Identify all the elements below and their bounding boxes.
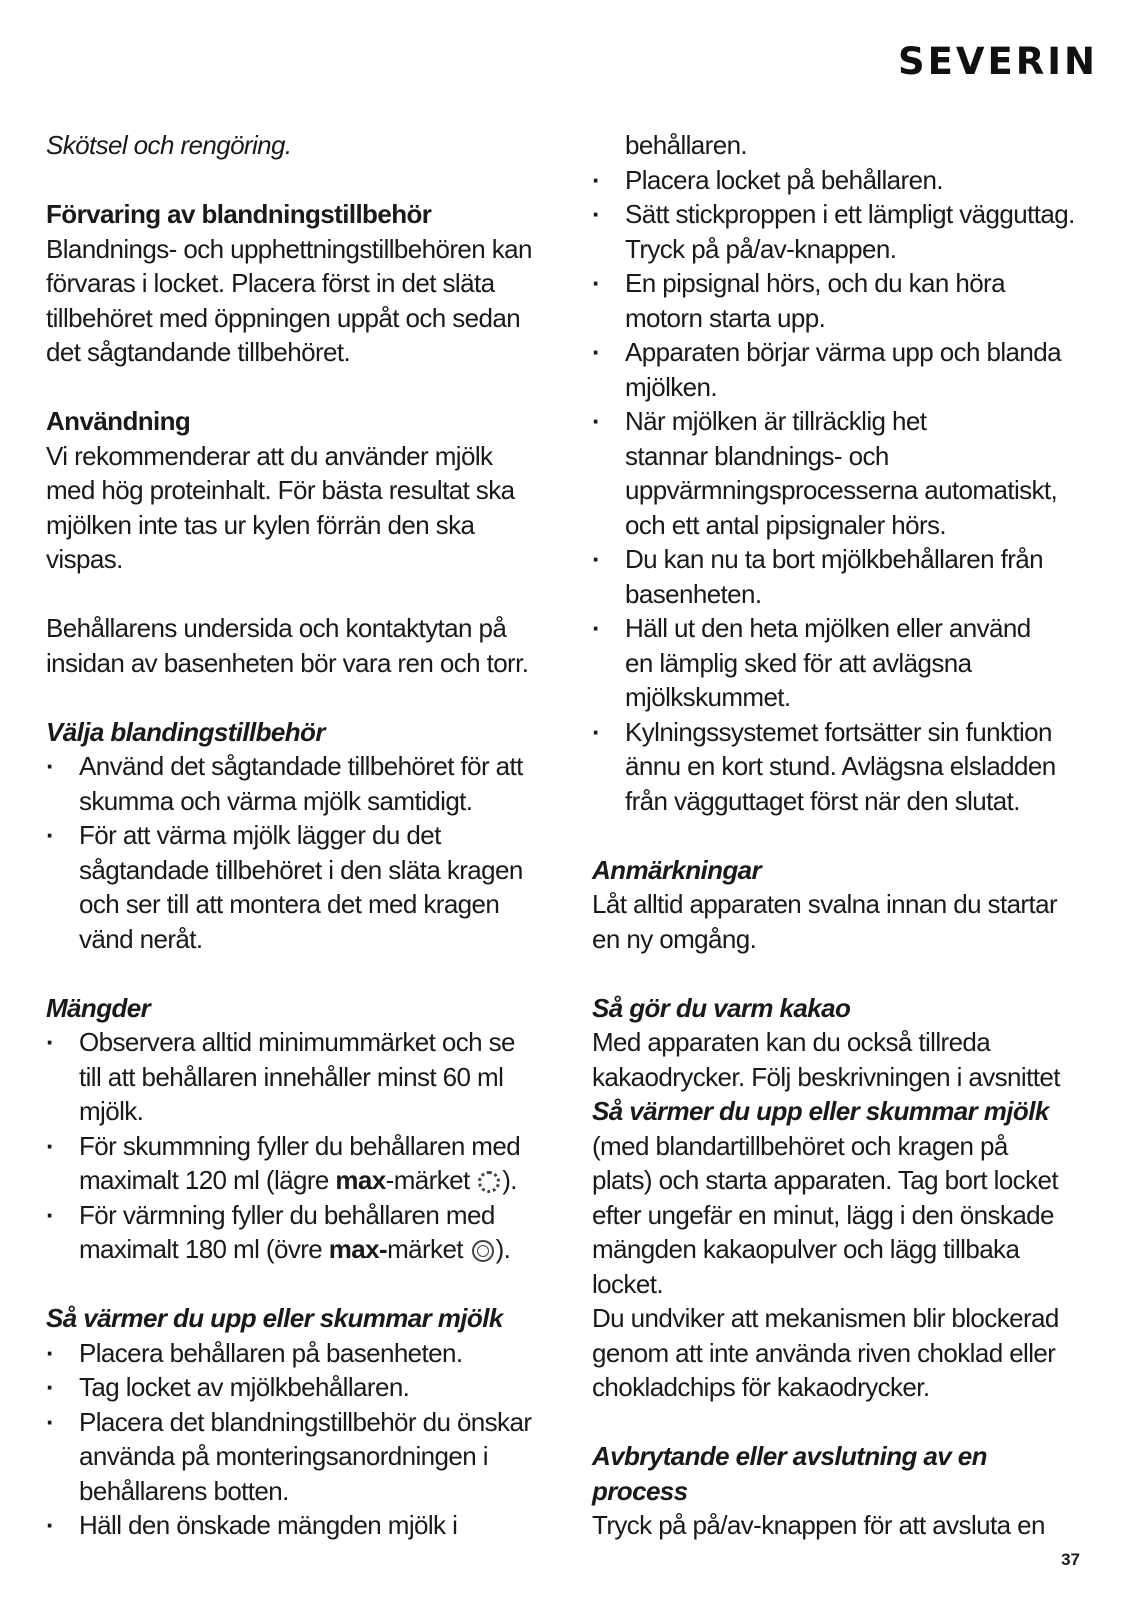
text-line: Vi rekommenderar att du använder mjölk xyxy=(46,440,493,471)
bullet-cont: mjölken. xyxy=(625,371,718,402)
text-line: plats) och starta apparaten. Tag bort locket xyxy=(592,1165,1058,1195)
bullet-cont xyxy=(46,1163,546,1198)
bullet-cont: behållarens botten. xyxy=(79,1475,289,1506)
bullet-item: · När mjölken är tillräcklig het xyxy=(592,404,1092,439)
bullet-cont: skumma och värma mjölk samtidigt. xyxy=(79,785,473,816)
text-line: Låt alltid apparaten svalna innan du startar xyxy=(592,889,1058,919)
bullet-cont xyxy=(46,1232,546,1267)
bullet-item: · Apparaten börjar värma upp och blanda xyxy=(592,335,1092,370)
text-line: genom att inte använda riven choklad eller xyxy=(592,1337,1056,1368)
bullet-item: · Använd det sågtandade tillbehöret för att xyxy=(46,749,546,784)
bullet-item: · Placera locket på behållaren. xyxy=(592,163,1092,198)
bullet-item: · För att värma mjölk lägger du det xyxy=(46,818,546,853)
right-column xyxy=(592,128,1092,1543)
text-line: tillbehöret med öppningen uppåt och sedan xyxy=(46,302,521,333)
bullet-cont: stannar blandnings- och xyxy=(625,440,889,471)
max-mark-ring-icon xyxy=(472,1240,494,1262)
max-mark-gear-icon xyxy=(478,1171,500,1193)
bullet-item: · Kylningssystemet fortsätter sin funktion xyxy=(592,715,1092,750)
bullet-item: · Sätt stickproppen i ett lämpligt vägguttag. xyxy=(592,197,1092,232)
bullet-item: · Placera det blandningstillbehör du önskar xyxy=(46,1405,546,1440)
text-run: maximalt 120 ml (lägre xyxy=(79,1165,336,1195)
text-line: mjölken inte tas ur kylen förrän den ska xyxy=(46,509,475,540)
text-line: förvaras i locket. Placera först in det släta xyxy=(46,268,495,298)
bullet-cont: behållaren. xyxy=(625,130,748,160)
text-line: Behållarens undersida och kontaktytan på xyxy=(46,613,507,643)
bullet-cont: mjölk. xyxy=(79,1096,144,1126)
usage-heading: Användning xyxy=(46,406,191,436)
text-line: chokladchips för kakaodrycker. xyxy=(592,1372,930,1402)
text-line: efter ungefär en minut, lägg i den önskade xyxy=(592,1199,1054,1230)
text-line: en ny omgång. xyxy=(592,923,757,954)
text-run: maximalt 180 ml (övre xyxy=(79,1234,329,1264)
storage-heading: Förvaring av blandningstillbehör xyxy=(46,199,432,229)
bullet-item: · För värmning fyller du behållaren med xyxy=(46,1198,546,1233)
bullet-cont: Tryck på på/av-knappen. xyxy=(625,233,897,264)
text-run: ). xyxy=(495,1234,511,1264)
text-line: kakaodrycker. Följ beskrivningen i avsnittet xyxy=(592,1061,1060,1092)
brand-logo: SEVERIN xyxy=(897,40,1098,83)
text-run: märket xyxy=(387,1234,463,1264)
bullet-cont: ännu en kort stund. Avlägsna elsladden xyxy=(625,751,1056,781)
page-number: 37 xyxy=(1061,1550,1080,1569)
notes-heading: Anmärkningar xyxy=(592,854,762,885)
stop-heading: Avbrytande eller avslutning av en xyxy=(592,1441,987,1471)
bullet-item: · För skummning fyller du behållaren med xyxy=(46,1129,546,1164)
bullet-item: · En pipsignal hörs, och du kan höra xyxy=(592,266,1092,301)
text-run: ). xyxy=(502,1165,517,1195)
bullet-cont: uppvärmningsprocesserna automatiskt, xyxy=(625,475,1058,505)
section-reference: Så värmer du upp eller skummar mjölk xyxy=(592,1096,1049,1126)
stop-heading-cont: process xyxy=(592,1475,688,1506)
bullet-cont: en lämplig sked för att avlägsna xyxy=(625,647,972,678)
bullet-cont: motorn starta upp. xyxy=(625,302,826,333)
text-line: locket. xyxy=(592,1268,663,1299)
text-line: (med blandartillbehöret och kragen på xyxy=(592,1130,1008,1161)
text-line: vispas. xyxy=(46,544,123,574)
text-line: mängden kakaopulver och lägg tillbaka xyxy=(592,1234,1020,1264)
bullet-item: · Observera alltid minimummärket och se xyxy=(46,1025,546,1060)
left-column xyxy=(46,128,546,1543)
cocoa-heading: Så gör du varm kakao xyxy=(592,992,851,1023)
bullet-item: · Placera behållaren på basenheten. xyxy=(46,1336,546,1371)
text-line: Du undviker att mekanismen blir blockerad xyxy=(592,1303,1059,1333)
bullet-cont: och ser till att montera det med kragen xyxy=(79,889,500,919)
section-title: Skötsel och rengöring. xyxy=(46,130,292,160)
bullet-cont: mjölkskummet. xyxy=(625,682,791,712)
max-label: max xyxy=(335,1165,386,1195)
max-label: max- xyxy=(328,1234,388,1264)
bullet-cont: från vägguttaget först när den slutat. xyxy=(625,785,1020,816)
text-run: -märket xyxy=(385,1165,470,1195)
choose-heading: Välja blandingstillbehör xyxy=(46,716,325,747)
bullet-cont: och ett antal pipsignaler hörs. xyxy=(625,509,947,540)
text-line: det sågtandande tillbehöret. xyxy=(46,337,351,367)
bullet-item: · Du kan nu ta bort mjölkbehållaren från xyxy=(592,542,1092,577)
text-line: insidan av basenheten bör vara ren och torr. xyxy=(46,647,529,678)
bullet-cont: sågtandade tillbehöret i den släta kragen xyxy=(79,854,523,885)
quantities-heading: Mängder xyxy=(46,992,151,1023)
bullet-cont: basenheten. xyxy=(625,578,762,609)
bullet-item: · Tag locket av mjölkbehållaren. xyxy=(46,1370,546,1405)
bullet-item: · Häll den önskade mängden mjölk i xyxy=(46,1508,546,1543)
bullet-cont: vänd neråt. xyxy=(79,923,203,954)
text-line: med hög proteinhalt. För bästa resultat ska xyxy=(46,475,515,505)
bullet-item: · Häll ut den heta mjölken eller använd xyxy=(592,611,1092,646)
heat-heading: Så värmer du upp eller skummar mjölk xyxy=(46,1303,503,1333)
text-line: Blandnings- och upphettningstillbehören kan xyxy=(46,233,532,264)
bullet-cont: använda på monteringsanordningen i xyxy=(79,1441,488,1471)
text-line: Med apparaten kan du också tillreda xyxy=(592,1027,991,1057)
bullet-cont: till att behållaren innehåller minst 60 ml xyxy=(79,1061,504,1092)
text-line: Tryck på på/av-knappen för att avsluta en xyxy=(592,1510,1045,1540)
